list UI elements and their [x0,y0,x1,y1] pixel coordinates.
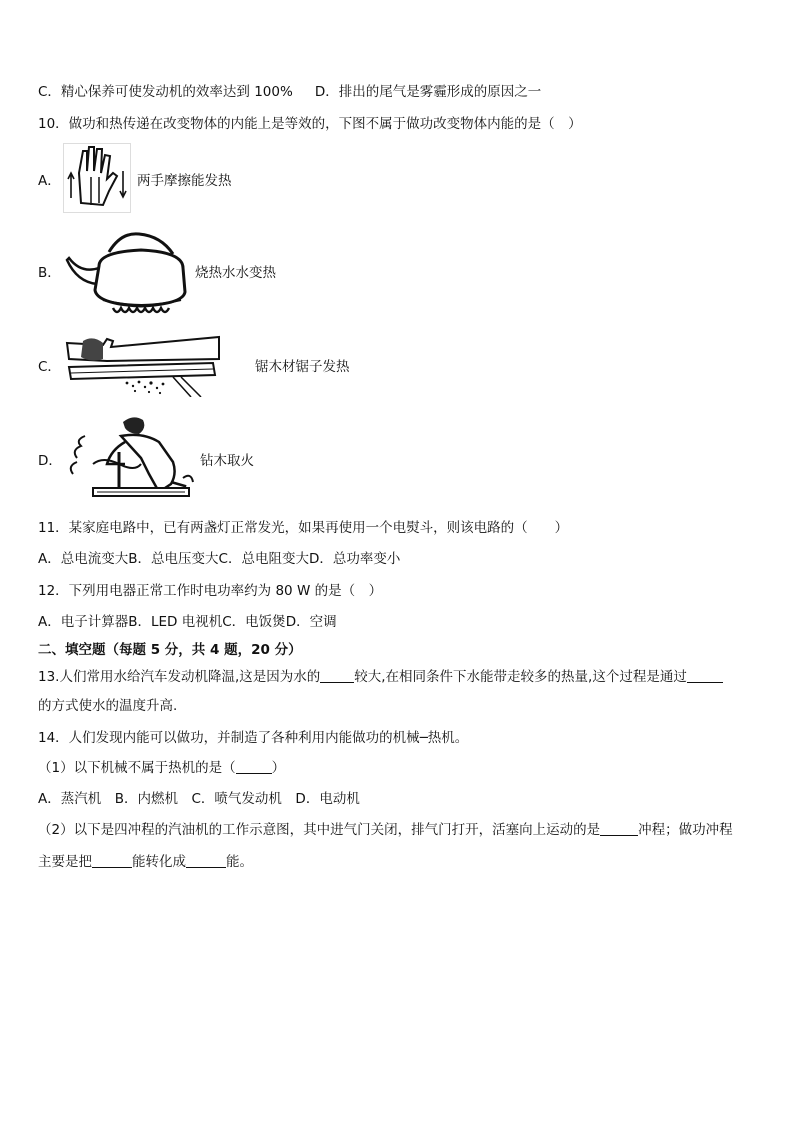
q12-option-c: C．电饭煲 [222,614,286,630]
fire-drill-icon [63,412,199,506]
q9-options-row [38,82,541,102]
q11-stem: 11．某家庭电路中，已有两盏灯正常发光，如果再使用一个电熨斗，则该电路的（ ） [38,520,569,536]
q14-stem: 14．人们发现内能可以做功，并制造了各种利用内能做功的机械─热机。 [38,730,469,746]
q13-line1 [38,667,723,687]
q14-sub1-blank[interactable] [236,759,272,774]
q12-options-row [38,612,337,632]
saw-icon [63,333,223,397]
q13-text-1: 13.人们常用水给汽车发动机降温,这是因为水的 [38,669,321,685]
kettle-icon [63,228,191,318]
q11-option-a: A．总电流变大 [38,551,129,567]
q10-option-c-letter: C． [38,359,61,375]
q13-blank-2[interactable] [687,668,723,683]
q10-stem: 10．做功和热传递在改变物体的内能上是等效的，下图不属于做功改变物体内能的是（ ） [38,116,582,132]
q14-sub2-text-2: 冲程；做功冲程 [638,822,733,838]
q14-sub2-text-5: 能。 [226,854,253,870]
q10-option-b-letter: B． [38,265,61,281]
q10-option-d-letter: D． [38,453,62,469]
q14-sub2-blank-1[interactable] [600,821,638,836]
q11-options-row [38,549,400,569]
q14-sub2-line2 [38,852,253,872]
q14-sub1-text: （1）以下机械不属于热机的是（ [38,760,236,776]
q13-blank-1[interactable] [320,668,354,683]
q14-sub2-text-3: 主要是把 [38,854,92,870]
q14-sub1-close: ） [271,760,286,776]
q13-line2: 的方式使水的温度升高. [38,698,178,714]
q9-option-c: C．精心保养可使发动机的效率达到 100% [38,84,293,100]
q10-option-a-label: 两手摩擦能发热 [137,173,232,189]
q11-option-b: B．总电压变大 [128,551,219,567]
q14-sub2-blank-2[interactable] [92,853,132,868]
q14-sub2-blank-3[interactable] [186,853,226,868]
q12-option-d: D．空调 [285,614,337,630]
q12-option-a: A．电子计算器 [38,614,129,630]
section-title-fill-in: 二、填空题（每题 5 分，共 4 题，20 分） [38,642,302,658]
q11-option-d: D．总功率变小 [308,551,401,567]
q14-sub2-line1 [38,820,733,840]
q12-option-b: B．LED 电视机 [128,614,223,630]
q12-stem: 12．下列用电器正常工作时电功率约为 80 W 的是（ ） [38,583,383,599]
q14-sub2-text-4: 能转化成 [132,854,186,870]
q13-text-2: 较大,在相同条件下水能带走较多的热量,这个过程是通过 [354,669,687,685]
q14-sub2-text-1: （2）以下是四冲程的汽油机的工作示意图，其中进气门关闭，排气门打开，活塞向上运动的是 [38,822,601,838]
q11-option-c: C．总电阻变大 [218,551,309,567]
q10-option-b-label: 烧热水水变热 [195,265,276,281]
q10-option-d-label: 钻木取火 [200,453,254,469]
q10-option-a-letter: A． [38,173,61,189]
q14-sub1-options: A．蒸汽机 B．内燃机 C．喷气发动机 D．电动机 [38,791,360,807]
hands-rubbing-icon [63,143,131,213]
q9-option-d: D．排出的尾气是雾霾形成的原因之一 [314,84,542,100]
q10-option-c-label: 锯木材锯子发热 [255,359,350,375]
q14-sub1 [38,758,285,778]
